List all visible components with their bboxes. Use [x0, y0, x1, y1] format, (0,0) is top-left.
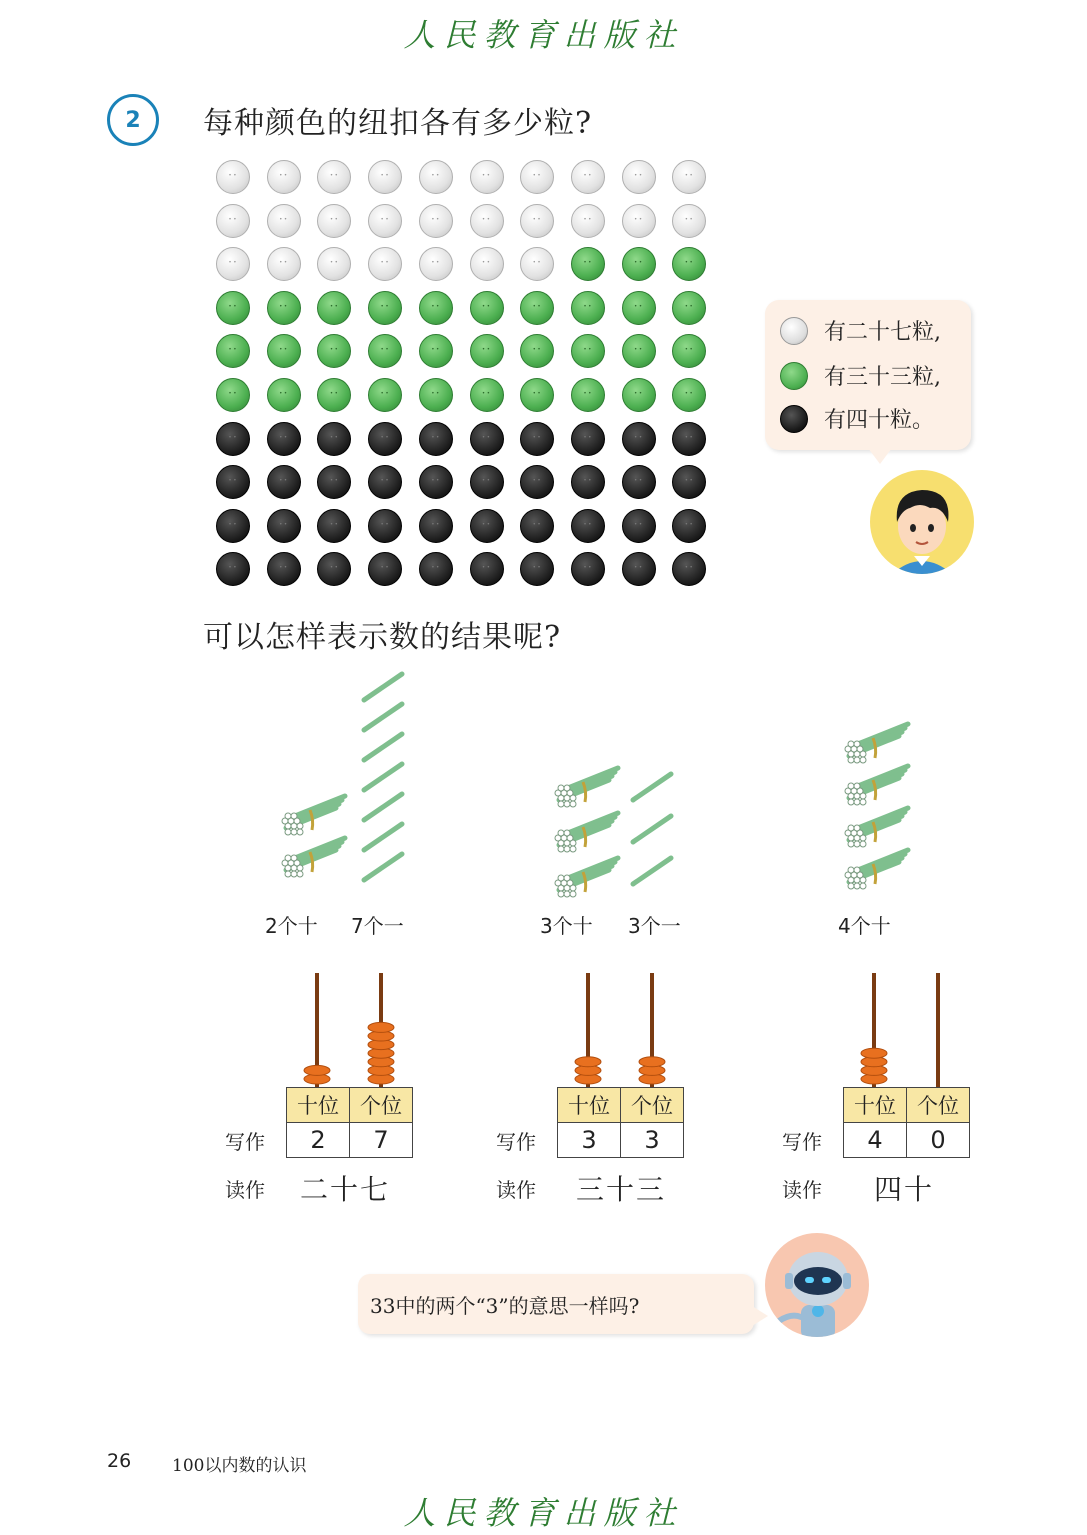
place-tens-cell: 十位 — [843, 1087, 907, 1123]
black-button — [368, 422, 402, 456]
white-button — [520, 204, 554, 238]
green-button — [520, 291, 554, 325]
single-stick — [364, 734, 402, 760]
abacus-bead — [368, 1022, 394, 1032]
black-button — [267, 465, 301, 499]
place-ones-cell: 个位 — [349, 1087, 413, 1123]
black-button — [267, 552, 301, 586]
abacus-rod — [861, 973, 887, 1087]
green-button — [216, 378, 250, 412]
digit-tens-cell: 4 — [843, 1122, 907, 1158]
green-button — [672, 334, 706, 368]
green-button — [672, 247, 706, 281]
green-button — [672, 291, 706, 325]
black-button — [317, 465, 351, 499]
abacus-bead — [861, 1048, 887, 1058]
write-label: 写作 — [496, 1130, 536, 1154]
speech-text-white: 有二十七粒, — [824, 320, 941, 345]
read-value: 三十三 — [576, 1173, 667, 1206]
speech-line-black — [780, 403, 934, 434]
single-stick — [633, 774, 671, 800]
place-tens-cell: 十位 — [286, 1087, 350, 1123]
chapter-title: 100以内数的认识 — [172, 1456, 307, 1476]
abacus-rod — [304, 973, 330, 1087]
white-button — [317, 160, 351, 194]
black-button — [419, 552, 453, 586]
place-ones-cell: 个位 — [906, 1087, 970, 1123]
white-button — [571, 204, 605, 238]
green-button — [622, 291, 656, 325]
green-button — [470, 334, 504, 368]
speech-bubble — [765, 300, 971, 450]
ten-stick-bundle — [845, 766, 908, 805]
question-text: 每种颜色的纽扣各有多少粒? — [203, 106, 593, 141]
white-button — [520, 247, 554, 281]
white-button — [622, 160, 656, 194]
black-button — [672, 465, 706, 499]
place-ones-cell: 个位 — [620, 1087, 684, 1123]
green-button — [267, 291, 301, 325]
abacus-rod — [575, 973, 601, 1087]
read-value: 二十七 — [300, 1173, 391, 1206]
single-stick — [633, 858, 671, 884]
green-button — [622, 378, 656, 412]
ten-stick-bundle — [555, 813, 618, 852]
black-button-icon — [780, 405, 808, 433]
read-label: 读作 — [225, 1178, 265, 1202]
black-button — [317, 552, 351, 586]
ten-stick-bundle — [282, 796, 345, 835]
green-button — [571, 291, 605, 325]
publisher-header: 人民教育出版社 — [403, 16, 684, 54]
group1-tens-label: 2个十 — [265, 914, 318, 938]
black-button — [571, 509, 605, 543]
black-button — [520, 465, 554, 499]
digit-ones-cell: 0 — [906, 1122, 970, 1158]
group2-ones-label: 3个一 — [628, 914, 681, 938]
green-button — [520, 334, 554, 368]
digit-ones-cell: 7 — [349, 1122, 413, 1158]
green-button — [571, 334, 605, 368]
page-number: 26 — [107, 1450, 132, 1472]
white-button — [317, 204, 351, 238]
robot-avatar — [765, 1233, 869, 1337]
ten-stick-bundle — [845, 808, 908, 847]
green-button — [368, 378, 402, 412]
green-button — [622, 334, 656, 368]
black-button — [216, 422, 250, 456]
green-button — [571, 378, 605, 412]
black-button — [470, 465, 504, 499]
sticks-illustration — [0, 660, 1087, 900]
green-button — [622, 247, 656, 281]
abacus-bead — [575, 1057, 601, 1067]
white-button — [368, 247, 402, 281]
black-button — [571, 552, 605, 586]
read-value: 四十 — [874, 1173, 935, 1206]
black-button — [267, 509, 301, 543]
speech-text-green: 有三十三粒, — [824, 365, 941, 390]
black-button — [216, 465, 250, 499]
single-stick — [364, 704, 402, 730]
boy-avatar — [870, 470, 974, 574]
black-button — [672, 422, 706, 456]
single-stick — [364, 824, 402, 850]
white-button — [470, 204, 504, 238]
single-stick — [364, 764, 402, 790]
green-button — [419, 291, 453, 325]
green-button — [470, 291, 504, 325]
white-button — [216, 247, 250, 281]
green-button — [520, 378, 554, 412]
black-button — [520, 422, 554, 456]
green-button — [368, 291, 402, 325]
white-button — [622, 204, 656, 238]
black-button — [419, 465, 453, 499]
exercise-number-badge: 2 — [107, 94, 159, 146]
black-button — [672, 509, 706, 543]
robot-question-text: 33中的两个“3”的意思一样吗? — [370, 1293, 640, 1318]
black-button — [571, 465, 605, 499]
read-label: 读作 — [782, 1178, 822, 1202]
black-button — [672, 552, 706, 586]
single-stick — [364, 674, 402, 700]
green-button — [317, 378, 351, 412]
white-button — [317, 247, 351, 281]
abacus-rod — [639, 973, 665, 1087]
speech-bubble-tail — [868, 448, 892, 464]
black-button — [520, 509, 554, 543]
black-button — [368, 465, 402, 499]
black-button — [267, 422, 301, 456]
single-stick — [364, 854, 402, 880]
white-button — [672, 204, 706, 238]
read-label: 读作 — [496, 1178, 536, 1202]
white-button — [267, 204, 301, 238]
black-button — [622, 422, 656, 456]
black-button — [470, 422, 504, 456]
black-button — [368, 552, 402, 586]
question2-text: 可以怎样表示数的结果呢? — [203, 620, 562, 655]
ten-stick-bundle — [845, 850, 908, 889]
abacus-rod — [368, 973, 394, 1087]
digit-tens-cell: 3 — [557, 1122, 621, 1158]
group3-tens-label: 4个十 — [838, 914, 891, 938]
white-button — [419, 247, 453, 281]
robot-speech-bubble — [358, 1274, 754, 1334]
ten-stick-bundle — [282, 838, 345, 877]
white-button — [520, 160, 554, 194]
abacus-illustration — [0, 965, 1087, 1090]
white-button — [368, 204, 402, 238]
green-button — [216, 291, 250, 325]
abacus-bead — [639, 1057, 665, 1067]
green-button — [672, 378, 706, 412]
green-button — [317, 291, 351, 325]
green-button-icon — [780, 362, 808, 390]
ten-stick-bundle — [555, 858, 618, 897]
black-button — [520, 552, 554, 586]
green-button — [571, 247, 605, 281]
green-button — [317, 334, 351, 368]
black-button — [470, 509, 504, 543]
white-button-icon — [780, 317, 808, 345]
black-button — [317, 509, 351, 543]
ten-stick-bundle — [555, 768, 618, 807]
green-button — [368, 334, 402, 368]
white-button — [672, 160, 706, 194]
black-button — [216, 509, 250, 543]
green-button — [419, 378, 453, 412]
black-button — [216, 552, 250, 586]
green-button — [470, 378, 504, 412]
single-stick — [633, 816, 671, 842]
black-button — [368, 509, 402, 543]
white-button — [419, 160, 453, 194]
group2-tens-label: 3个十 — [540, 914, 593, 938]
abacus-bead — [304, 1065, 330, 1075]
speech-text-black: 有四十粒。 — [824, 408, 935, 433]
ten-stick-bundle — [845, 724, 908, 763]
black-button — [571, 422, 605, 456]
white-button — [571, 160, 605, 194]
write-label: 写作 — [782, 1130, 822, 1154]
white-button — [267, 160, 301, 194]
robot-bubble-tail — [752, 1306, 768, 1326]
group1-ones-label: 7个一 — [351, 914, 404, 938]
black-button — [419, 422, 453, 456]
green-button — [267, 334, 301, 368]
white-button — [216, 160, 250, 194]
black-button — [622, 552, 656, 586]
white-button — [470, 247, 504, 281]
black-button — [470, 552, 504, 586]
white-button — [419, 204, 453, 238]
black-button — [622, 465, 656, 499]
black-button — [317, 422, 351, 456]
green-button — [419, 334, 453, 368]
place-tens-cell: 十位 — [557, 1087, 621, 1123]
black-button — [419, 509, 453, 543]
black-button — [622, 509, 656, 543]
speech-line-green — [780, 360, 941, 391]
green-button — [216, 334, 250, 368]
button-grid — [216, 160, 716, 590]
single-stick — [364, 794, 402, 820]
write-label: 写作 — [225, 1130, 265, 1154]
publisher-footer: 人民教育出版社 — [403, 1494, 684, 1532]
green-button — [267, 378, 301, 412]
white-button — [368, 160, 402, 194]
white-button — [470, 160, 504, 194]
white-button — [216, 204, 250, 238]
digit-ones-cell: 3 — [620, 1122, 684, 1158]
white-button — [267, 247, 301, 281]
digit-tens-cell: 2 — [286, 1122, 350, 1158]
speech-line-white — [780, 315, 941, 346]
